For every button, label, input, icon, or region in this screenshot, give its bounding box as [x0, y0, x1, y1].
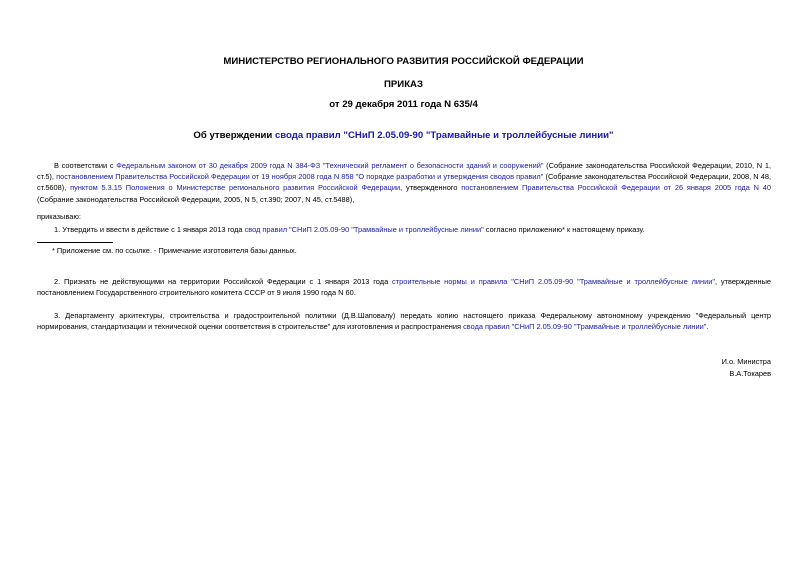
signature-name: В.А.Токарев — [729, 369, 771, 378]
preamble-text-4: , утвержденного — [400, 183, 462, 193]
item3-text-2: . — [706, 322, 709, 332]
preamble-text-1: В соответствии с — [54, 161, 117, 170]
document-date-number: от 29 декабря 2011 года N 635/4 — [329, 99, 478, 110]
subject-prefix: Об утверждении — [193, 130, 275, 141]
subject-link[interactable]: свода правил "СНиП 2.05.09-90 "Трамвайные и троллейбусные линии" — [274, 130, 614, 141]
footnote: * Приложение см. по ссылке. - Примечание изготовителя базы данных. — [52, 246, 297, 255]
document-subject — [0, 130, 807, 141]
government-decree-858-link[interactable]: постановлением Правительства Российской Федерации от 19 ноября 2008 года N 858 "О порядке разработки и утверждения сводов правил" — [56, 172, 544, 182]
ministry-regulation-link[interactable]: пунктом 5.3.15 Положения о Министерстве регионального развития Российской Федерации — [70, 183, 401, 193]
document-type: ПРИКАЗ — [384, 79, 423, 90]
item3-code-link[interactable]: свода правил "СНиП 2.05.09-90 "Трамвайные и троллейбусные линии" — [463, 322, 707, 332]
government-decree-40-link[interactable]: постановлением Правительства Российской Федерации от 26 января 2005 года N 40 — [461, 183, 772, 193]
item3-text-1: 3. Департаменту архитектуры, строительства и градостроительной политики (Д.В.Шаповалу) передать копию настоящего приказа Федеральному автономному учреждению "Федеральный центр нормирования, стандартизации и технической оценки соответствия в строительстве" для изготовления и распространения — [37, 311, 771, 332]
item2-text-2: , утвержденные постановлением Государственного строительного комитета СССР от 9 июля 1990 года N 60. — [37, 277, 771, 298]
preamble-paragraph — [37, 160, 771, 205]
item1-text-2: согласно приложению* к настоящему приказу. — [483, 225, 645, 234]
preamble-text-5: (Собрание законодательства Российской Федерации, 2005, N 5, ст.390; 2007, N 45, ст.5488), — [37, 194, 355, 204]
item2-norms-link[interactable]: строительные нормы и правила "СНиП 2.05.09-90 "Трамвайные и троллейбусные линии" — [392, 277, 715, 286]
preamble-text-2: (Собрание законодательства Российской Федерации, 2010, N 1, ст.5), — [37, 161, 771, 182]
order-item-3 — [37, 310, 771, 332]
signature-position: И.о. Министра — [721, 357, 771, 366]
order-item-1 — [37, 224, 771, 235]
ministry-title: МИНИСТЕРСТВО РЕГИОНАЛЬНОГО РАЗВИТИЯ РОССИЙСКОЙ ФЕДЕРАЦИИ — [223, 56, 584, 67]
preamble-text-3: (Собрание законодательства Российской Федерации, 2008, N 48, ст.5608), — [37, 172, 772, 193]
footnote-divider — [37, 242, 113, 243]
item2-text-1: 2. Признать не действующими на территории Российской Федерации с 1 января 2013 года — [54, 277, 393, 286]
order-item-2 — [37, 276, 771, 298]
federal-law-link[interactable]: Федеральным законом от 30 декабря 2009 года N 384-ФЗ "Технический регламент о безопасности зданий и сооружений" — [116, 161, 544, 170]
order-word: приказываю: — [37, 212, 81, 221]
item1-code-link[interactable]: свод правил "СНиП 2.05.09-90 "Трамвайные и троллейбусные линии" — [244, 225, 484, 234]
item1-text-1: 1. Утвердить и ввести в действие с 1 января 2013 года — [54, 225, 245, 234]
